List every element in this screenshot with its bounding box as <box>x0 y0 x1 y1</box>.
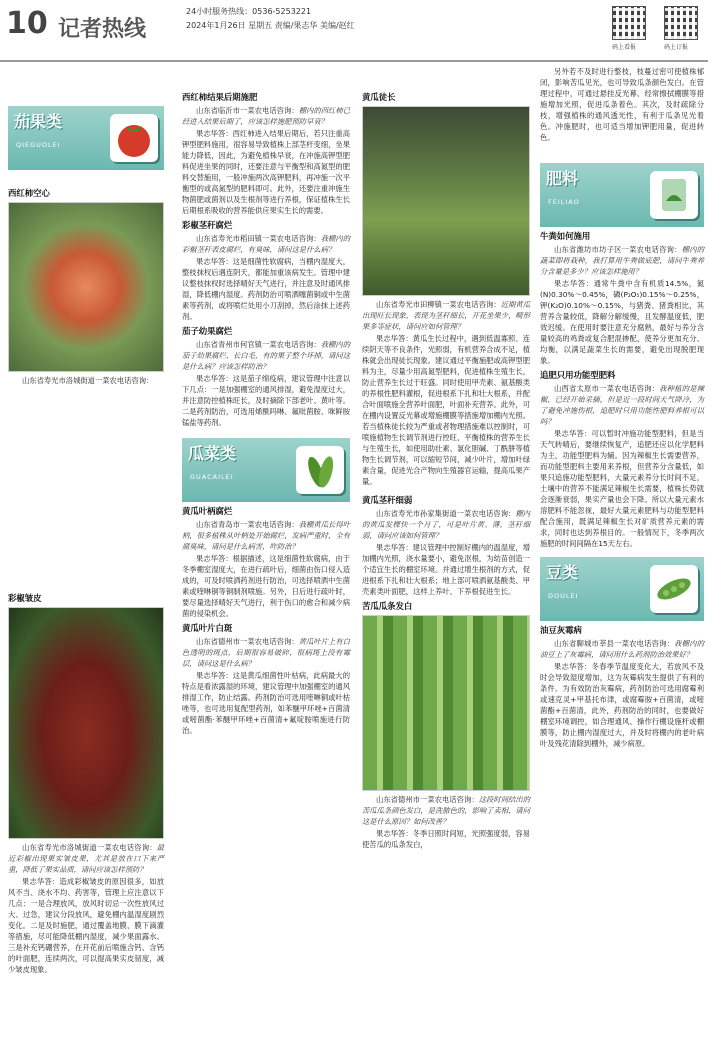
banner-qieguo <box>8 106 164 170</box>
page-number: 10 <box>6 6 48 41</box>
article-title: 彩椒皱皮 <box>8 593 42 603</box>
article-intro: 山东省潍坊市坊子区一菜农电话咨询：棚内的蔬菜即将栽种，我打算用牛粪做底肥，请问牛粪养分含量是多少？应该怎样施用？ <box>540 245 705 276</box>
banner-guacai <box>182 438 350 502</box>
article-intro: 山东省寿光市洛城街道一菜农电话咨询：最近彩椒出现果实皱皮果，尤其是放在口下来严重，降低了果实品质，请问应该怎样预防？ <box>8 843 164 874</box>
article-title: 追肥只用功能型肥料 <box>540 370 616 380</box>
article-title: 黄瓜叶柄腐烂 <box>182 506 233 516</box>
article-answer: 果志华答：西红柿进入结果后期后，若只注重高钾型肥料施用，很容易导致植株上部茎杆变细，坐果能力降低，因此，为避免植株早衰，在冲施高钾型肥料促进坐果的同时，还要注意与平衡型和高氮型的肥料交替施用，一般冲施两次高钾肥料，再冲施一次平衡型的或高氮型的肥料即可。此外，还要注重冲施生物菌肥或菌剂以及生根剂等进行养根，保证植株生长后期根系吸收的营养能供应果实生长的需要。 <box>182 129 350 215</box>
banner-subtitle: GUACAILEI <box>190 473 234 481</box>
banner-title: 豆类 <box>546 563 579 582</box>
banner-subtitle: QIEGUOLEI <box>16 141 61 149</box>
column-4 <box>540 66 704 750</box>
article-intro: 山西省太原市一菜农电话咨询：我种植的是辣椒，已经开始采摘，但是近一段时间天气降冷，为了避免冲施伤根，追肥时只用功能性肥料养根可以吗？ <box>540 384 705 426</box>
banner-title: 肥料 <box>546 169 579 188</box>
wrinkled-pepper-photo <box>8 607 164 839</box>
banner-title: 瓜菜类 <box>188 444 237 463</box>
hollow-tomato-photo <box>8 202 164 372</box>
cucumber-icon <box>296 446 344 494</box>
article-text: 山东省寿光市洛城街道一菜农电话咨询： <box>22 376 154 385</box>
hotline: 24小时服务热线：0536-5253221 <box>186 7 312 16</box>
banner-subtitle: FEILIAO <box>548 198 580 206</box>
qr-caption-read: 码上看报 <box>612 44 637 51</box>
article-title: 牛粪如何施用 <box>540 231 591 241</box>
dateline: 2024年1月26日 星期五 责编/果志华 美编/赵红 <box>186 21 355 30</box>
article-title: 西红柿结果后期施肥 <box>182 92 258 102</box>
qr-code-icon <box>612 6 646 40</box>
article-answer: 果志华答：建议管理中控制好棚内的温湿度，增加棚内光照，浇水量要小，避免沤根，为幼苗创造一个适宜生长的棚室环境。并通过增生根剂的方式，促进根系下扎和壮大根系；地上部可喷洒氨基酸类、甲壳素类叶面肥，这样上养叶、下养根促进生长。 <box>362 543 530 596</box>
article-intro: 山东省青岛市一菜农电话咨询：我棚黄瓜长得叶柄，很多植株从叶柄处开始腐烂，发病严重时，全有腐臭味，请问是什么病害，咋防治？ <box>182 520 351 551</box>
tomato-icon <box>110 114 158 162</box>
article-intro: 山东省青州市何官镇一菜农电话咨询：我棚内的茄子幼果腐烂、长白毛，有的果子整个坏掉，请问这是什么病？应该怎样防治？ <box>182 340 351 371</box>
bean-icon <box>650 565 698 613</box>
article-answer: 果志华答：根据描述，这是细菌性软腐病，由于冬季棚室湿度大，在进行疏叶后，细菌由伤口侵入造成的，可及时喷洒药剂进行防治，可选择喷洒中生菌素或喹啉铜等铜制剂喷施。另外，日后进行疏叶时，要尽量选择晴好天气进行，利于伤口的愈合和减少病菌的侵染机会。 <box>182 554 350 618</box>
article-title: 苦瓜瓜条发白 <box>362 601 413 611</box>
banner-subtitle: DOULEI <box>548 592 579 600</box>
article-title: 黄瓜茎秆细弱 <box>362 495 413 505</box>
article-intro: 山东省德州市一菜农电话咨询：黄瓜叶片上有白色透明的斑点，后期很容易破碎，很病斑上没有霉层，请问这是什么病？ <box>182 637 351 668</box>
article-title: 西红柿空心 <box>8 188 50 198</box>
cucumber-greenhouse-photo <box>362 106 530 296</box>
article-intro: 山东省寿光市田柳镇一菜农电话咨询：近期黄瓜出现旺长现象，表现为茎秆细长，开花坐果少，畸形果多等症状，请问应如何管理？ <box>362 300 531 331</box>
article-answer: 果志华答：冬季日照时间短，光照强度弱，容易使苦瓜的瓜条发白， <box>362 829 530 849</box>
article-answer: 果志华答：造成彩椒皱皮的原因很多，如放风不当、浇水不均、药害等，管理上应注意以下几点：一是合理放风，放风时切忌一次性放风过大、过急，建议分段放风，避免棚内温湿度剧烈变化。二是及时施肥，通过覆盖地膜、膜下滴灌等措施，尽可能降低棚内湿度，减少果面露水。三是补充钙硼营养，在开花前后喷施含钙、含钙的叶面肥，连续两次，可以提高果实皮韧度，减少皱皮现象。 <box>8 877 164 974</box>
page-header <box>0 0 708 62</box>
article-intro: 山东省寿光市孙家集街道一菜农电话咨询：棚内的黄瓜发棵快一个月了，可是叶片黄、薄，茎秆细弱，请问应该如何管理？ <box>362 509 531 540</box>
article-title: 黄瓜叶片白斑 <box>182 623 233 633</box>
banner-title: 茄果类 <box>14 112 63 131</box>
section-title: 记者热线 <box>58 17 147 42</box>
article-intro: 山东省寿光市稻田镇一菜农电话咨询：我棚内的彩椒茎秆表皮腐烂，有臭味，请问这是什么病？ <box>182 234 351 254</box>
qr-code-icon <box>664 6 698 40</box>
banner-feiliao <box>540 163 704 227</box>
article-answer: 果志华答：黄瓜生长过程中，遇到低温寡照、连续阴天等不良条件，光照弱，有机营养合成不足，植株就会出现徒长现象。建议通过平衡施肥或高钾型肥料为主，尽量少用高氮型肥料，促进植株生殖生长，防止营养生长过于旺盛。同时使用甲壳素、氨基酸类的养根性肥料灌根，促进根系下扎和壮大根系，并配合叶面喷施全营养叶面肥，叶面补充营养。此外，可在棚内设置反光幕或增施棚膜等措施增加棚内光照。若当植株徒长较为严重或者物理措施难以控制时，可喷施植物生长调节剂进行控旺，平衡植株的营养生长与生殖生长，如使用助壮素、氯化胆碱、丁酰肼等植物生长调节剂，可以缩短节间，减少叶片，增加叶绿素含量，促进光合产物向生殖器官运输，提高瓜果产量。 <box>362 334 530 486</box>
article-answer: 果志华答：可以暂时冲施功能型肥料，但是当天气转晴后，要继续恢复产，追肥还应以化学肥料为主，功能型肥料为辅。因为辣椒生长需要营养，而功能型肥料主要用来养根，但营养分含量低，如果只追施功能型肥料，大量元素养分长时间不足，土壤中的营养不能满足辣椒生长需要，植株长势就会逐渐衰弱，果实产量也会下降。所以大量元素水溶肥料不能忽视，最好大量元素肥料与功能型肥料配合施用，既满足辣椒生长对矿质营养元素的需求，同时也达到养根目的。一般情况下，冬季两次施肥的时间间隔在15天左右。 <box>540 429 704 548</box>
qr-caption-subscribe: 码上订报 <box>664 44 689 51</box>
article-title: 油豆灰霉病 <box>540 625 582 635</box>
article-answer: 果志华答：这是茄子绵疫病，建议管理中注意以下几点：一是加强棚室的通风排湿，避免湿度过大，并注意防控植株旺长，及时摘除下部老叶、黄叶等。二是药剂防治，可选用烯酰吗啉、氟吡菌胺、咪鲜胺锰盐等药剂。 <box>182 374 350 427</box>
article-answer: 果志华答：这是黄瓜细菌性叶枯病，此病最大的特点是看浓露湿的环境，建议管理中加强棚室的通风排湿工作，防止结露。药剂防治可选用喹啉铜或叶枯唑等，也可选用复配型药剂，如苯醚甲环唑+百菌清或嘧菌酯·苯醚甲环唑+百菌清+氟啶胺喷施进行防治。 <box>182 671 350 735</box>
column-3 <box>362 66 530 851</box>
column-2 <box>182 66 350 737</box>
article-title: 茄子幼果腐烂 <box>182 326 233 336</box>
banner-doulei <box>540 557 704 621</box>
article-intro: 山东省临沂市一菜农电话咨询：棚内的西红柿已经进入结果后期了，应该怎样施肥预防早衰？ <box>182 106 351 126</box>
article-answer: 果志华答：这是细菌性软腐病，当棚内湿度大，整枝抹杈后遇连阴天，都能加重该病发生。管理中建议整枝抹杈时选择晴好天气进行，并注意及时通风排湿，降低棚内湿度。药剂防治可喷洒噻菌铜或中生菌素等药剂，或将喷烂处用小刀刮掉，然后涂抹上述药剂。 <box>182 257 350 321</box>
article-answer: 果志华答：通常牛粪中含有机质14.5%，氮(N)0.30%～0.45%，磷(P₂O₅)0.15%～0.25%，钾(K₂O)0.10%～0.15%，与猪粪、猪粪相比，其营养含量较低，降解分解缓慢，且发酵温度低，肥效迟缓。在使用时要注意充分腐熟，最好与养分含量较高的鸡粪或复合肥混掺配，使养分更加充分、均衡，以满足蔬菜生长的需要，避免出现脱肥现象。 <box>540 279 704 365</box>
article-body-hidden-space <box>8 375 164 589</box>
article-answer: 果志华答：冬春季节温度变化大，若放风不及时会导致湿度增加，这为灰霉病发生提供了有利的条件。为有效防治灰霉病，药剂防治可选用腐霉利或速克灵+甲基托布津，或腐霉胺+百菌清，或嘧菌酯+百菌清，此外，药剂防治的同时，也要做好棚室环境调控，如合理通风、操作行棚设施杆或棚膜等，防止棚内湿度过大，并及时将棚内的老叶病叶及残花清除到棚外，减少病原。 <box>540 662 704 748</box>
article-intro: 山东省德州市一菜农电话咨询：这段时间结出的苦瓜瓜条颜色发白，是洗脓色的，影响了卖相，请问这是什么原因？如何改善？ <box>362 795 531 826</box>
article-continuation: 另外若不及时进行整枝，枝蔓过密可使植株郁闭，影响苦瓜见光，也可导致瓜条颜色发白。在管理过程中，可通过悬挂反光幕、经常擦拭棚膜等措施增加光照，促进瓜条着色。其次，及时疏除分枝，增强植株的通风透光性，有利于瓜条见光着色。冲施肥时，也可适当增加钾肥用量，促进转色。 <box>540 67 704 142</box>
bitter-gourd-photo <box>362 615 530 791</box>
article-intro: 山东省聊城市莘县一菜农电话咨询：我棚内的油豆上了灰霉病，请问用什么药剂防治效果好？ <box>540 639 705 659</box>
article-title: 黄瓜徒长 <box>362 92 396 102</box>
article-title: 彩椒茎秆腐烂 <box>182 220 233 230</box>
column-1 <box>8 66 164 976</box>
fertilizer-icon <box>650 171 698 219</box>
